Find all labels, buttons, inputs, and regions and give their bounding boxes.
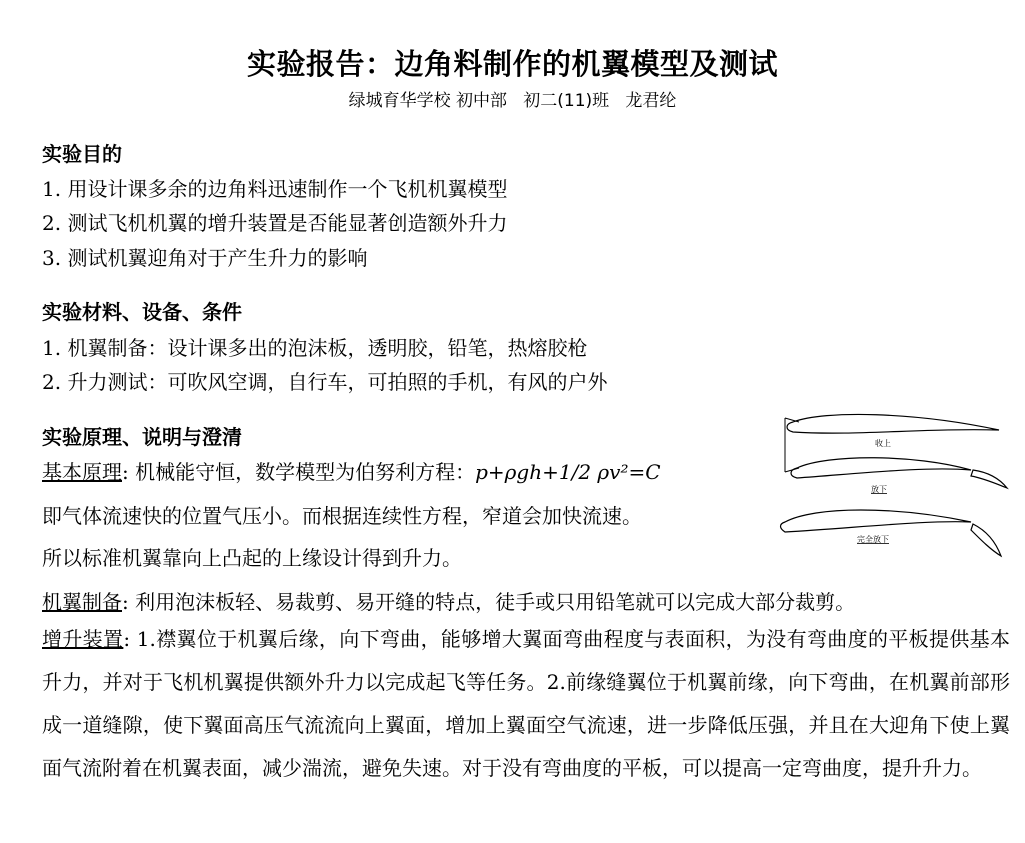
basic-principle-label: 基本原理 — [42, 460, 122, 484]
purpose-heading: 实验目的 — [42, 142, 122, 166]
basic-principle-text: : 机械能守恒，数学模型为伯努利方程： — [122, 460, 476, 484]
principle-heading: 实验原理、说明与澄清 — [42, 425, 242, 449]
wing-label-retracted: 收上 — [875, 439, 891, 448]
wing-label-fully-deployed: 完全放下 — [857, 535, 889, 544]
basic-principle-line — [42, 456, 661, 485]
report-subtitle: 绿城育华学校 初中部 初二(11)班 龙君纶 — [348, 91, 677, 111]
materials-heading: 实验材料、设备、条件 — [42, 300, 242, 324]
principle-line-3: 所以标准机翼靠向上凸起的上缘设计得到升力。 — [42, 546, 462, 570]
wing-prep-label: 机翼制备 — [42, 590, 122, 614]
bernoulli-formula: p+ρgh+1/2 ρv²=C — [475, 460, 661, 484]
lift-device-text: : 1.襟翼位于机翼后缘，向下弯曲，能够增大翼面弯曲程度与表面积，为没有弯曲度的平板提供基本升力，并对于飞机机翼提供额外升力以完成起飞等任务。2.前缘缝翼位于机翼前缘，向下弯曲，在机翼前部形成一道缝隙，使下翼面高压气流流向上翼面，增加上翼面空气流速，进一步降低压强，并且在大迎角下使上翼面气流附着在机翼表面，减少湍流，避免失速。对于没有弯曲度的平板，可以提高一定弯曲度，提升升力。 — [42, 627, 1011, 780]
wing-deployed-shape — [791, 458, 1007, 488]
lift-device-paragraph — [42, 618, 1010, 790]
purpose-item-3: 3. 测试机翼迎角对于产生升力的影响 — [42, 246, 368, 270]
materials-item-2: 2. 升力测试：可吹风空调，自行车，可拍照的手机，有风的户外 — [42, 370, 608, 394]
wing-prep-text: : 利用泡沫板轻、易裁剪、易开缝的特点，徒手或只用铅笔就可以完成大部分裁剪。 — [122, 590, 856, 614]
purpose-item-1: 1. 用设计课多余的边角料迅速制作一个飞机机翼模型 — [42, 177, 508, 201]
wing-flap-diagram — [775, 408, 1015, 568]
materials-item-1: 1. 机翼制备：设计课多出的泡沫板，透明胶，铅笔，热熔胶枪 — [42, 336, 588, 360]
purpose-item-2: 2. 测试飞机机翼的增升装置是否能显著创造额外升力 — [42, 211, 508, 235]
report-title: 实验报告：边角料制作的机翼模型及测试 — [246, 47, 778, 81]
wing-label-deployed: 放下 — [871, 485, 887, 494]
lift-device-label: 增升装置 — [42, 627, 124, 651]
wing-retracted-shape — [787, 414, 999, 433]
wing-prep-line — [42, 586, 855, 615]
principle-line-2: 即气体流速快的位置气压小。而根据连续性方程，窄道会加快流速。 — [42, 504, 642, 528]
wing-fully-deployed-shape — [781, 510, 1002, 556]
